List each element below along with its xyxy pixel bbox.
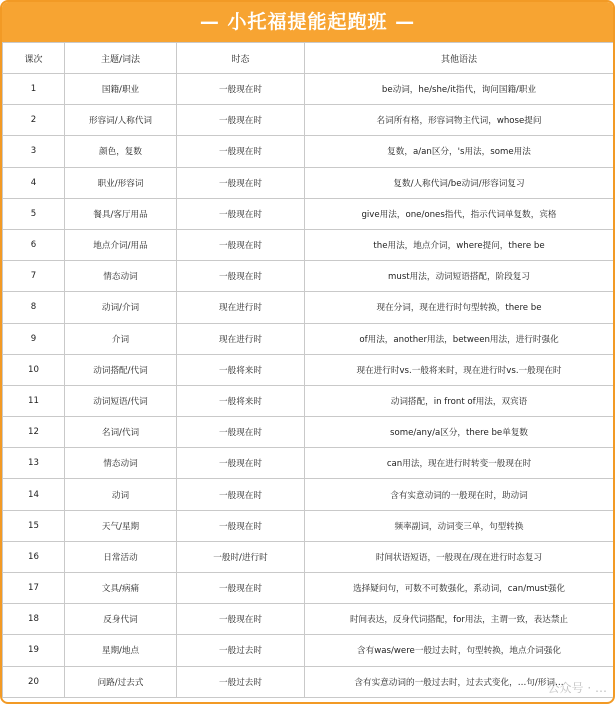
tense-cell: 一般现在时 — [177, 448, 305, 479]
grammar-cell: can用法，现在进行时转变一般现在时 — [305, 448, 614, 479]
topic-cell: 情态动词 — [65, 448, 177, 479]
grammar-cell: 复数/人称代词/be动词/形容词复习 — [305, 167, 614, 198]
table-row — [3, 198, 614, 229]
topic-cell: 情态动词 — [65, 261, 177, 292]
tense-cell: 现在进行时 — [177, 323, 305, 354]
topic-cell: 动词/介词 — [65, 292, 177, 323]
table-row — [3, 167, 614, 198]
topic-cell: 国籍/职业 — [65, 74, 177, 105]
grammar-cell: of用法，another用法，between用法，进行时强化 — [305, 323, 614, 354]
lesson-number: 3 — [3, 136, 65, 167]
grammar-cell: some/any/a区分，there be单复数 — [305, 417, 614, 448]
topic-cell: 职业/形容词 — [65, 167, 177, 198]
grammar-cell: 现在进行时vs.一般将来时，现在进行时vs.一般现在时 — [305, 354, 614, 385]
lesson-number: 14 — [3, 479, 65, 510]
topic-cell: 问路/过去式 — [65, 666, 177, 697]
topic-cell: 天气/星期 — [65, 510, 177, 541]
watermark: 公众号 · … — [547, 681, 607, 695]
lesson-number: 4 — [3, 167, 65, 198]
grammar-cell: 时间状语短语，一般现在/现在进行时态复习 — [305, 541, 614, 572]
topic-cell: 星期/地点 — [65, 635, 177, 666]
tense-cell: 一般现在时 — [177, 417, 305, 448]
topic-cell: 日常活动 — [65, 541, 177, 572]
table-row — [3, 573, 614, 604]
table-row — [3, 604, 614, 635]
lesson-number: 15 — [3, 510, 65, 541]
grammar-cell: the用法，地点介词，where提问，there be — [305, 229, 614, 260]
table-row — [3, 479, 614, 510]
grammar-cell: 动词搭配，in front of用法，双宾语 — [305, 385, 614, 416]
table-row — [3, 292, 614, 323]
tense-cell: 一般现在时 — [177, 573, 305, 604]
tense-cell: 一般将来时 — [177, 385, 305, 416]
table-row — [3, 229, 614, 260]
column-header-tense: 时态 — [177, 43, 305, 74]
lesson-number: 1 — [3, 74, 65, 105]
topic-cell: 餐具/客厅用品 — [65, 198, 177, 229]
lesson-number: 17 — [3, 573, 65, 604]
tense-cell: 一般过去时 — [177, 666, 305, 697]
table-row — [3, 74, 614, 105]
course-table — [2, 42, 614, 698]
grammar-cell: 复数，a/an区分，'s用法，some用法 — [305, 136, 614, 167]
lesson-number: 10 — [3, 354, 65, 385]
column-header-topic: 主题/词法 — [65, 43, 177, 74]
tense-cell: 一般现在时 — [177, 105, 305, 136]
table-row — [3, 448, 614, 479]
table-row — [3, 261, 614, 292]
lesson-number: 16 — [3, 541, 65, 572]
tense-cell: 一般现在时 — [177, 510, 305, 541]
lesson-number: 2 — [3, 105, 65, 136]
lesson-number: 6 — [3, 229, 65, 260]
lesson-number: 19 — [3, 635, 65, 666]
grammar-cell: 含有was/were一般过去时，句型转换，地点介词强化 — [305, 635, 614, 666]
lesson-number: 13 — [3, 448, 65, 479]
lesson-number: 8 — [3, 292, 65, 323]
table-row — [3, 136, 614, 167]
topic-cell: 名词/代词 — [65, 417, 177, 448]
tense-cell: 一般现在时 — [177, 136, 305, 167]
topic-cell: 颜色，复数 — [65, 136, 177, 167]
grammar-cell: 含有实意动词的一般现在时，助动词 — [305, 479, 614, 510]
lesson-number: 5 — [3, 198, 65, 229]
grammar-cell: 名词所有格，形容词物主代词，whose提问 — [305, 105, 614, 136]
table-row — [3, 541, 614, 572]
topic-cell: 介词 — [65, 323, 177, 354]
grammar-cell: 现在分词，现在进行时句型转换，there be — [305, 292, 614, 323]
tense-cell: 一般现在时 — [177, 229, 305, 260]
grammar-cell: 含有实意动词的一般过去时，过去式变化，…句/形词… — [305, 666, 614, 697]
topic-cell: 动词 — [65, 479, 177, 510]
column-header-lesson: 课次 — [3, 43, 65, 74]
table-row — [3, 417, 614, 448]
lesson-number: 9 — [3, 323, 65, 354]
tense-cell: 一般现在时 — [177, 479, 305, 510]
tense-cell: 一般现在时 — [177, 261, 305, 292]
tense-cell: 现在进行时 — [177, 292, 305, 323]
tense-cell: 一般过去时 — [177, 635, 305, 666]
lesson-number: 12 — [3, 417, 65, 448]
grammar-cell: be动词，he/she/it指代，询问国籍/职业 — [305, 74, 614, 105]
tense-cell: 一般时/进行时 — [177, 541, 305, 572]
lesson-number: 18 — [3, 604, 65, 635]
topic-cell: 动词搭配/代词 — [65, 354, 177, 385]
tense-cell: 一般现在时 — [177, 74, 305, 105]
tense-cell: 一般现在时 — [177, 198, 305, 229]
tense-cell: 一般现在时 — [177, 604, 305, 635]
table-header-row — [3, 43, 614, 74]
tense-cell: 一般将来时 — [177, 354, 305, 385]
grammar-cell: 时间表达，反身代词搭配，for用法，主谓一致，表达禁止 — [305, 604, 614, 635]
grammar-cell: 选择疑问句，可数不可数强化，系动词，can/must强化 — [305, 573, 614, 604]
grammar-cell: give用法，one/ones指代，指示代词单复数，宾格 — [305, 198, 614, 229]
table-row — [3, 105, 614, 136]
table-row — [3, 385, 614, 416]
table-row — [3, 354, 614, 385]
topic-cell: 反身代词 — [65, 604, 177, 635]
topic-cell: 动词短语/代词 — [65, 385, 177, 416]
page-title: — 小托福提能起跑班 — — [2, 2, 613, 42]
topic-cell: 地点介词/用品 — [65, 229, 177, 260]
table-row — [3, 323, 614, 354]
lesson-number: 7 — [3, 261, 65, 292]
column-header-grammar: 其他语法 — [305, 43, 614, 74]
table-row — [3, 666, 614, 697]
table-row — [3, 510, 614, 541]
table-row — [3, 635, 614, 666]
lesson-number: 20 — [3, 666, 65, 697]
grammar-cell: 频率副词，动词变三单，句型转换 — [305, 510, 614, 541]
topic-cell: 文具/病痛 — [65, 573, 177, 604]
tense-cell: 一般现在时 — [177, 167, 305, 198]
topic-cell: 形容词/人称代词 — [65, 105, 177, 136]
lesson-number: 11 — [3, 385, 65, 416]
grammar-cell: must用法，动词短语搭配，阶段复习 — [305, 261, 614, 292]
